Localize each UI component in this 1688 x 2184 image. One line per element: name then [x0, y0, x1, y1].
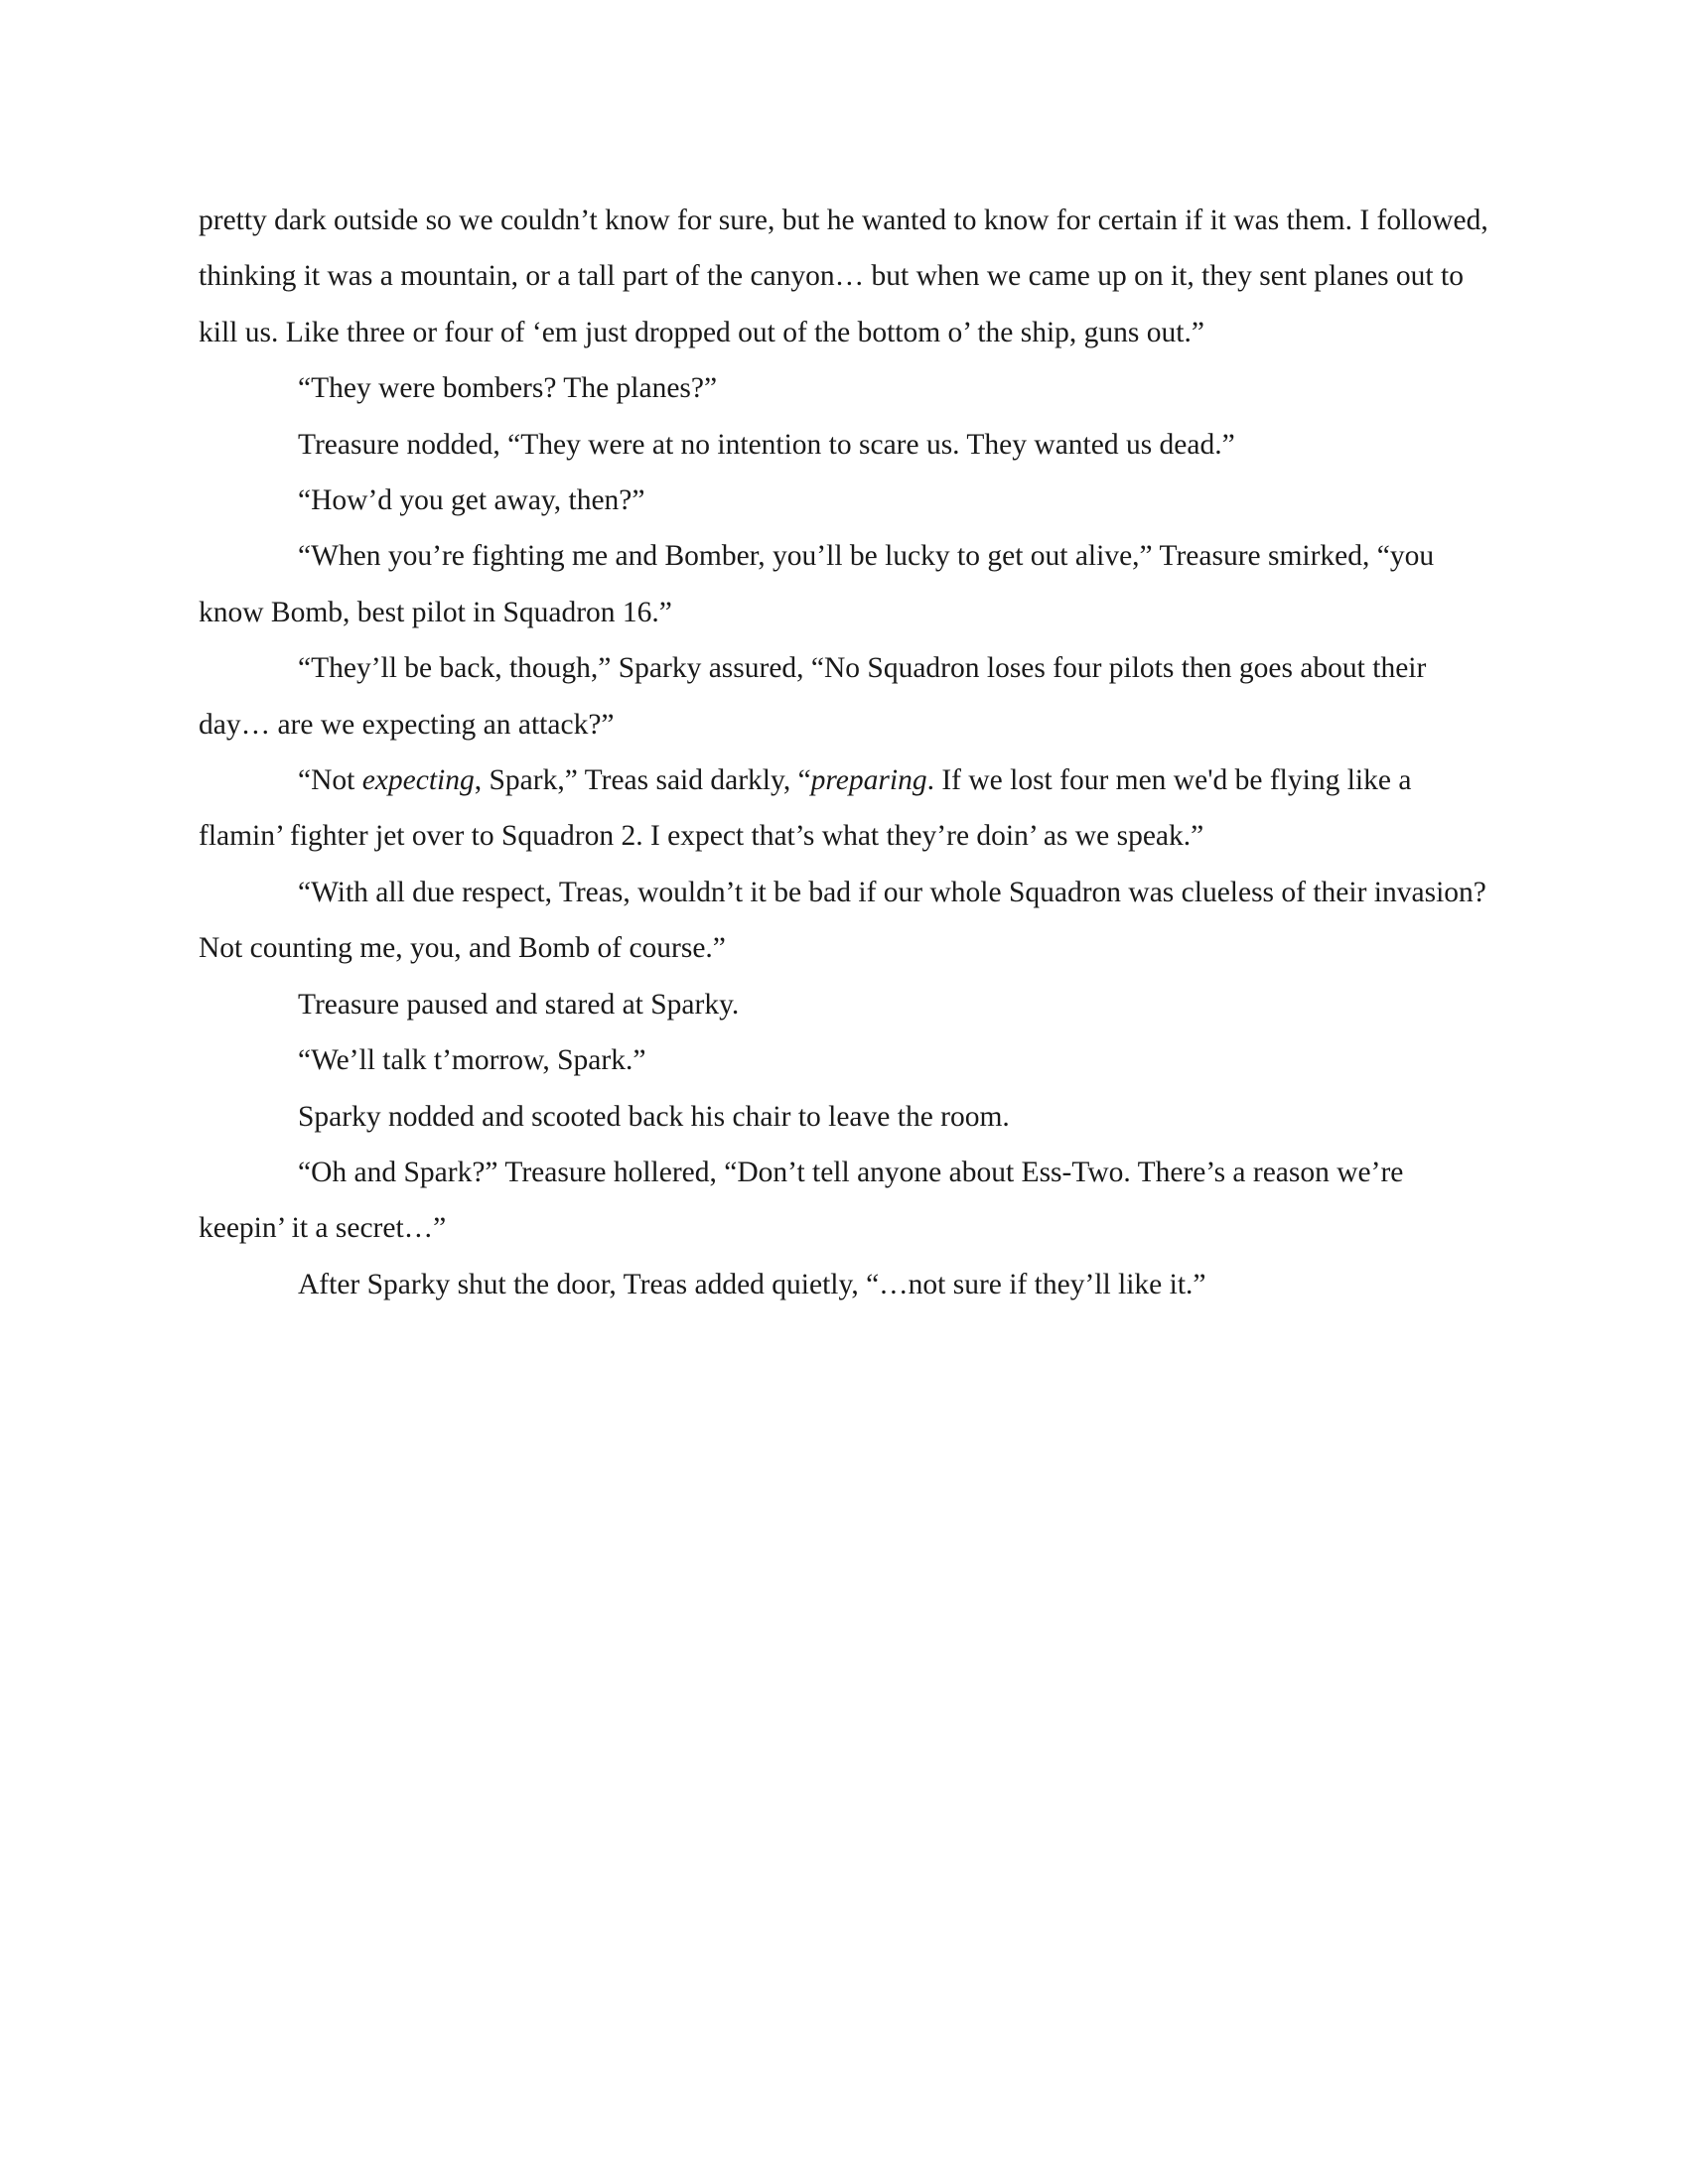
text-run: “They were bombers? The planes?” [298, 372, 718, 405]
text-run: Sparky nodded and scooted back his chair to leave the room. [298, 1100, 1010, 1133]
paragraph [199, 1145, 1489, 1257]
text-run: After Sparky shut the door, Treas added quietly, “…not sure if they’ll like it.” [298, 1268, 1206, 1300]
italic-emphasis: expecting [361, 764, 475, 797]
text-run: “Not [298, 764, 362, 797]
paragraph [199, 977, 1489, 1032]
paragraph [199, 640, 1489, 752]
text-run: . If we lost four men we'd be flying like a flamin’ fighter jet over to Squadron 2. I expect that’s what they’re doin’ as we speak.” [199, 764, 1412, 853]
text-run: pretty dark outside so we couldn’t know for sure, but he wanted to know for certain if it was them. I followed, thinking it was a mountain, or a tall part of the canyon… but when we came up on it, they sent planes out to kill us. Like three or four of ‘em just dropped out of the bottom o’ the ship, guns out.” [199, 205, 1488, 348]
paragraph [199, 865, 1489, 977]
paragraph [199, 473, 1489, 528]
paragraph [199, 193, 1489, 360]
paragraph [199, 528, 1489, 640]
text-run: “Oh and Spark?” Treasure hollered, “Don’t tell anyone about Ess-Two. There’s a reason we’re keepin’ it a secret…” [199, 1156, 1404, 1245]
italic-emphasis: preparing [810, 764, 927, 797]
text-run: “When you’re fighting me and Bomber, you’ll be lucky to get out alive,” Treasure smirked, “you know Bomb, best pilot in Squadron 16.” [199, 540, 1435, 628]
text-run: Treasure nodded, “They were at no intention to scare us. They wanted us dead.” [298, 428, 1235, 461]
paragraph [199, 360, 1489, 416]
text-run: “With all due respect, Treas, wouldn’t it be bad if our whole Squadron was clueless of their invasion? Not counting me, you, and Bomb of course.” [199, 876, 1486, 965]
text-run: Treasure paused and stared at Sparky. [298, 988, 740, 1021]
paragraph [199, 1089, 1489, 1145]
paragraph [199, 1257, 1489, 1312]
text-run: “How’d you get away, then?” [298, 484, 645, 517]
paragraph [199, 1032, 1489, 1088]
text-run: “We’ll talk t’morrow, Spark.” [298, 1044, 646, 1077]
text-run: , Spark,” Treas said darkly, “ [474, 764, 811, 797]
paragraph [199, 417, 1489, 473]
paragraph [199, 752, 1489, 865]
manuscript-body [199, 193, 1489, 1312]
text-run: “They’ll be back, though,” Sparky assured, “No Squadron loses four pilots then goes about their day… are we expecting an attack?” [199, 652, 1427, 741]
